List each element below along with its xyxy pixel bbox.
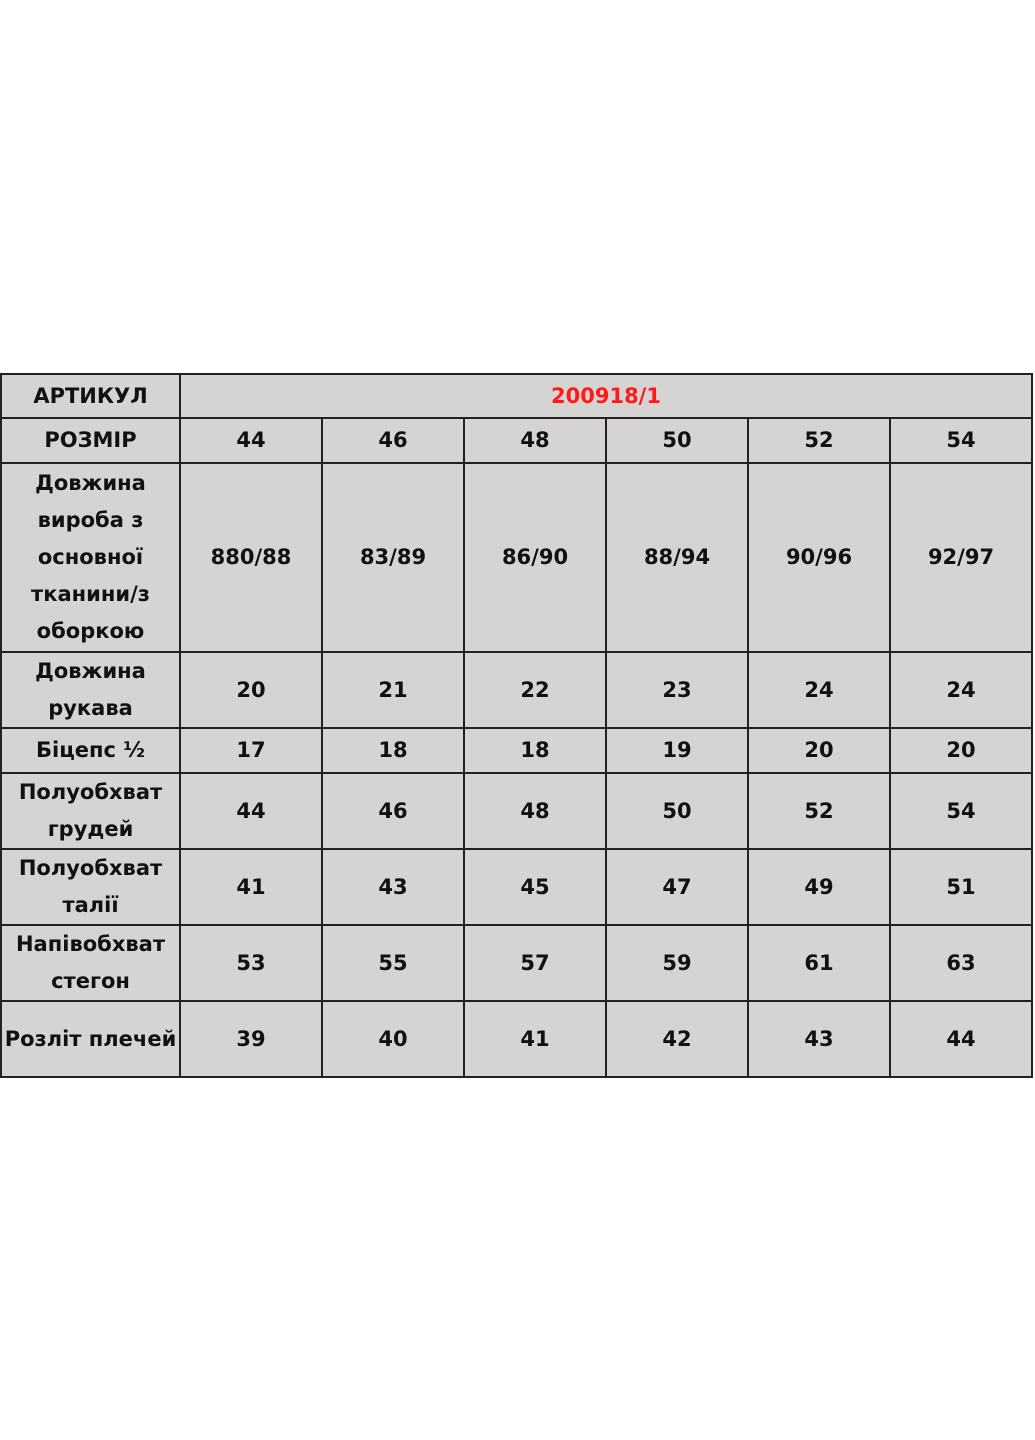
value-cell: 51 [890,849,1032,925]
value-cell: 22 [464,652,606,728]
measurement-row-bicep [1,728,1032,773]
value-cell: 90/96 [748,463,890,652]
row-label: Розліт плечей [1,1001,180,1077]
value-cell: 24 [748,652,890,728]
value-cell: 17 [180,728,322,773]
value-cell: 53 [180,925,322,1001]
value-cell: 18 [464,728,606,773]
value-cell: 39 [180,1001,322,1077]
value-cell: 61 [748,925,890,1001]
value-cell: 57 [464,925,606,1001]
size-cell: 50 [606,418,748,463]
value-cell: 92/97 [890,463,1032,652]
size-cell: 48 [464,418,606,463]
value-cell: 20 [748,728,890,773]
article-value: 200918/1 [180,374,1032,418]
value-cell: 23 [606,652,748,728]
value-cell: 44 [180,773,322,849]
value-cell: 48 [464,773,606,849]
value-cell: 24 [890,652,1032,728]
value-cell: 63 [890,925,1032,1001]
size-cell: 46 [322,418,464,463]
value-cell: 42 [606,1001,748,1077]
size-row [1,418,1032,463]
measurement-row-waist [1,849,1032,925]
value-cell: 43 [748,1001,890,1077]
measurement-row-sleeve [1,652,1032,728]
row-label: Довжина виробa з основної тканини/з оборкою [1,463,180,652]
value-cell: 49 [748,849,890,925]
value-cell: 47 [606,849,748,925]
value-cell: 21 [322,652,464,728]
value-cell: 43 [322,849,464,925]
article-row [1,374,1032,418]
value-cell: 45 [464,849,606,925]
article-label: АРТИКУЛ [1,374,180,418]
value-cell: 19 [606,728,748,773]
measurement-row-hips [1,925,1032,1001]
row-label: Напівобхват стегон [1,925,180,1001]
size-cell: 54 [890,418,1032,463]
value-cell: 44 [890,1001,1032,1077]
measurement-row-length [1,463,1032,652]
value-cell: 40 [322,1001,464,1077]
value-cell: 46 [322,773,464,849]
value-cell: 18 [322,728,464,773]
value-cell: 20 [890,728,1032,773]
size-cell: 52 [748,418,890,463]
value-cell: 50 [606,773,748,849]
size-label: РОЗМІР [1,418,180,463]
value-cell: 41 [180,849,322,925]
value-cell: 41 [464,1001,606,1077]
value-cell: 52 [748,773,890,849]
value-cell: 59 [606,925,748,1001]
value-cell: 880/88 [180,463,322,652]
value-cell: 86/90 [464,463,606,652]
measurement-row-shoulders [1,1001,1032,1077]
value-cell: 54 [890,773,1032,849]
row-label: Довжина рукава [1,652,180,728]
measurement-row-chest [1,773,1032,849]
size-cell: 44 [180,418,322,463]
row-label: Полуобхват талії [1,849,180,925]
value-cell: 83/89 [322,463,464,652]
size-chart-table [0,373,1033,1078]
value-cell: 20 [180,652,322,728]
value-cell: 88/94 [606,463,748,652]
value-cell: 55 [322,925,464,1001]
row-label: Біцепс ½ [1,728,180,773]
row-label: Полуобхват грудей [1,773,180,849]
